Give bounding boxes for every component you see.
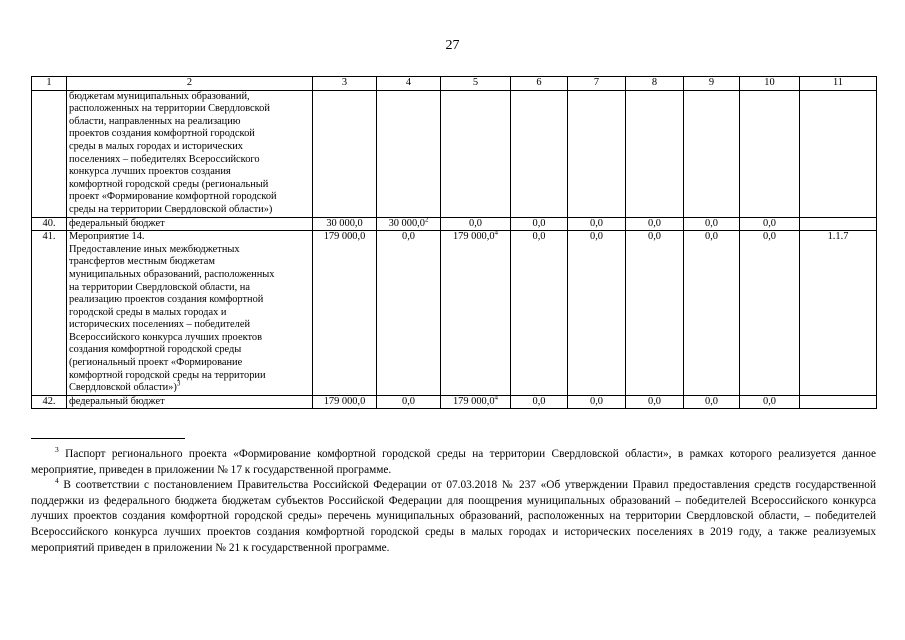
table-row-42 bbox=[32, 395, 877, 409]
column-header: 9 bbox=[684, 77, 740, 91]
description-line: комфортной городской среды на территории bbox=[69, 369, 266, 381]
page-number: 27 bbox=[445, 38, 460, 53]
table-cell bbox=[568, 90, 626, 217]
footnote-paragraph bbox=[31, 478, 876, 556]
footnote-ref: 2 bbox=[424, 217, 429, 224]
description-line: поселениях – победителях Всероссийского bbox=[69, 153, 260, 165]
description-line: на территории Свердловской области, на bbox=[69, 281, 250, 293]
column-header: 3 bbox=[313, 77, 377, 91]
table-cell bbox=[441, 90, 511, 217]
row-description bbox=[67, 231, 313, 396]
description-line: Всероссийского конкурса лучших проектов bbox=[69, 331, 262, 343]
cell-value: 30 000,0 bbox=[388, 217, 425, 229]
description-text: Свердловской области») bbox=[69, 382, 177, 394]
footnote-mark: 4 bbox=[55, 476, 59, 486]
footnote-ref: 3 bbox=[176, 379, 181, 388]
description-line: расположенных на территории Свердловской bbox=[69, 103, 270, 115]
cell-year-2025: 0,0 bbox=[740, 395, 800, 409]
column-header: 7 bbox=[568, 77, 626, 91]
description-line: трансфертов местным бюджетам bbox=[69, 256, 215, 268]
cell-year-2020 bbox=[441, 231, 511, 396]
footnote-mark: 3 bbox=[55, 445, 59, 455]
row-description bbox=[67, 217, 313, 231]
column-header: 5 bbox=[441, 77, 511, 91]
table-cell bbox=[377, 90, 441, 217]
cell-target-ref bbox=[800, 395, 877, 409]
cell-target-ref: 1.1.7 bbox=[800, 231, 877, 396]
cell-value: 179 000,0 bbox=[452, 231, 495, 243]
cell-year-2023: 0,0 bbox=[626, 217, 684, 231]
footnote-paragraph bbox=[31, 447, 876, 478]
cell-year-2021: 0,0 bbox=[511, 217, 568, 231]
description-line: создания комфортной городской среды bbox=[69, 344, 242, 356]
column-header: 1 bbox=[32, 77, 67, 91]
description-line: проект «Формирование комфортной городской bbox=[69, 191, 277, 203]
description-line: федеральный бюджет bbox=[69, 217, 165, 229]
description-line: федеральный бюджет bbox=[69, 395, 165, 407]
cell-year-2023: 0,0 bbox=[626, 395, 684, 409]
cell-year-2025: 0,0 bbox=[740, 217, 800, 231]
table-row-40 bbox=[32, 217, 877, 231]
footnote-ref: 4 bbox=[494, 230, 499, 237]
cell-year-2023: 0,0 bbox=[626, 231, 684, 396]
table-cell bbox=[511, 90, 568, 217]
column-header: 6 bbox=[511, 77, 568, 91]
footnote-text: Паспорт регионального проекта «Формирование комфортной городской среды на территории Свердловской области», в рамках которого реализуется данное мероприятие, приведен в приложении № 17 к государственной программе. bbox=[31, 448, 876, 476]
description-line: городской среды в малых городах и bbox=[69, 306, 227, 318]
footnote-ref: 4 bbox=[494, 395, 499, 402]
footnotes bbox=[31, 447, 876, 556]
row-number: 40. bbox=[32, 217, 67, 231]
cell-value: 0,0 bbox=[402, 395, 415, 407]
row-number bbox=[32, 90, 67, 217]
description-line: Мероприятие 14. bbox=[69, 231, 145, 243]
row-description bbox=[67, 90, 313, 217]
table-header-row bbox=[32, 77, 877, 91]
row-number: 41. bbox=[32, 231, 67, 396]
cell-year-2019 bbox=[377, 231, 441, 396]
table-cell bbox=[313, 90, 377, 217]
row-description bbox=[67, 395, 313, 409]
cell-year-2024: 0,0 bbox=[684, 217, 740, 231]
cell-year-2024: 0,0 bbox=[684, 231, 740, 396]
footnote-text: В соответствии с постановлением Правительства Российской Федерации от 07.03.2018 № 237 «Об утверждении Правил предоставления средств государственной поддержки из федерального бюджета бюджетам субъектов Российской Федерации для поощрения муниципальных образований – победителей Всероссийского конкурса лучших проектов создания комфортной городской среды» перечень муниципальных образований, расположенных на территории Свердловской области, – победителей Всероссийского конкурса лучших проектов создания комфортной городской среды в малых городах и исторических поселениях в 2019 году, а также реализуемых мероприятий приведен в приложении № 21 к государственной программе. bbox=[31, 479, 876, 554]
footnote-3 bbox=[31, 447, 876, 478]
description-line: комфортной городской среды (региональный bbox=[69, 178, 269, 190]
table-cell bbox=[740, 90, 800, 217]
cell-total: 179 000,0 bbox=[313, 395, 377, 409]
cell-value: 0,0 bbox=[402, 231, 415, 243]
cell-year-2021: 0,0 bbox=[511, 395, 568, 409]
cell-year-2019 bbox=[377, 217, 441, 231]
cell-total: 30 000,0 bbox=[313, 217, 377, 231]
column-header: 8 bbox=[626, 77, 684, 91]
description-line: конкурса лучших проектов создания bbox=[69, 166, 231, 178]
description-line: проектов создания комфортной городской bbox=[69, 128, 255, 140]
cell-year-2022: 0,0 bbox=[568, 217, 626, 231]
cell-value: 179 000,0 bbox=[452, 395, 495, 407]
cell-year-2020 bbox=[441, 395, 511, 409]
description-line: (региональный проект «Формирование bbox=[69, 357, 243, 369]
budget-table bbox=[31, 76, 877, 409]
cell-total: 179 000,0 bbox=[313, 231, 377, 396]
description-line: области, направленных на реализацию bbox=[69, 115, 241, 127]
table-cell bbox=[684, 90, 740, 217]
table-cell bbox=[800, 90, 877, 217]
cell-year-2020 bbox=[441, 217, 511, 231]
cell-year-2019 bbox=[377, 395, 441, 409]
description-line: Предоставление иных межбюджетных bbox=[69, 243, 240, 255]
description-line: среды на территории Свердловской области») bbox=[69, 203, 273, 215]
cell-year-2022: 0,0 bbox=[568, 231, 626, 396]
description-line: реализацию проектов создания комфортной bbox=[69, 294, 264, 306]
table-row-41 bbox=[32, 231, 877, 396]
footnote-divider bbox=[31, 438, 185, 439]
table-row-continuation bbox=[32, 90, 877, 217]
cell-year-2025: 0,0 bbox=[740, 231, 800, 396]
cell-year-2024: 0,0 bbox=[684, 395, 740, 409]
footnote-4 bbox=[31, 478, 876, 556]
column-header: 10 bbox=[740, 77, 800, 91]
column-header: 2 bbox=[67, 77, 313, 91]
description-line: среды в малых городах и исторических bbox=[69, 140, 243, 152]
description-line: муниципальных образований, расположенных bbox=[69, 268, 275, 280]
cell-year-2022: 0,0 bbox=[568, 395, 626, 409]
cell-target-ref bbox=[800, 217, 877, 231]
description-line: бюджетам муниципальных образований, bbox=[69, 90, 250, 102]
cell-value: 0,0 bbox=[469, 217, 482, 229]
table-cell bbox=[626, 90, 684, 217]
row-number: 42. bbox=[32, 395, 67, 409]
description-line: исторических поселениях – победителей bbox=[69, 319, 251, 331]
description-line bbox=[69, 379, 310, 395]
column-header: 11 bbox=[800, 77, 877, 91]
column-header: 4 bbox=[377, 77, 441, 91]
cell-year-2021: 0,0 bbox=[511, 231, 568, 396]
